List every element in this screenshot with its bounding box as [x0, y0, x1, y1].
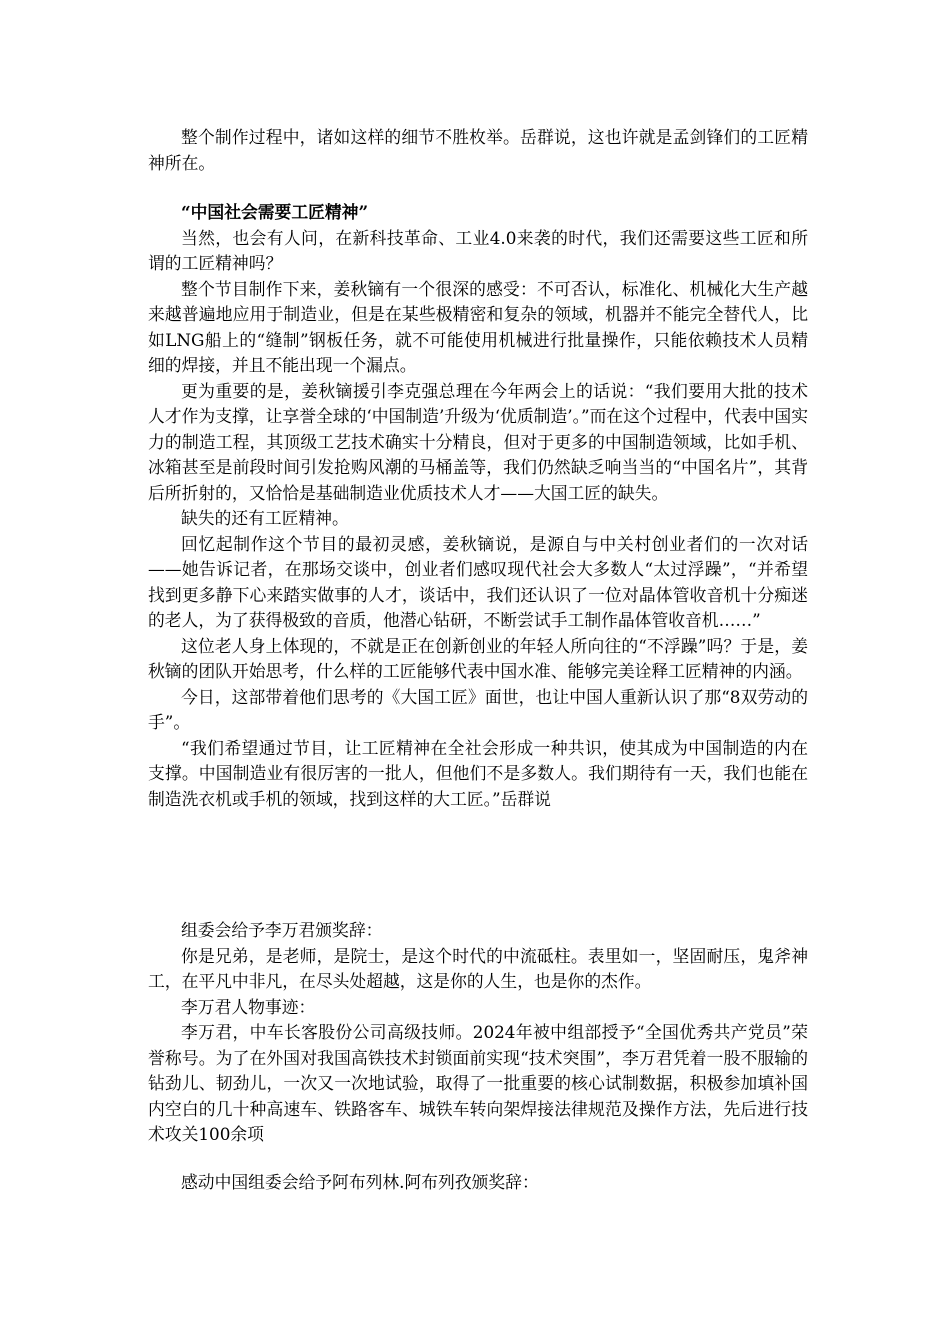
section-heading: “中国社会需要工匠精神” [181, 202, 369, 222]
section-li-wanjun-award [148, 918, 808, 1148]
paragraph: 更为重要的是，姜秋镝援引李克强总理在今年两会上的话说：“我们要用大批的技术人才作为支撑，让享誉全球的‘中国制造’升级为‘优质制造’。”而在这个过程中，代表中国实力的制造工程，其顶级工艺技术确实十分精良，但对于更多的中国制造领域，比如手机、冰箱甚至是前段时间引发抢购风潮的马桶盖等，我们仍然缺乏响当当的“中国名片”，其背后所折射的，又恰恰是基础制造业优质技术人才——大国工匠的缺失。 [148, 380, 808, 503]
section-china-needs-craftsman-spirit [148, 200, 808, 812]
paragraph: 整个节目制作下来，姜秋镝有一个很深的感受：不可否认，标准化、机械化大生产越来越普遍地应用于制造业，但是在某些极精密和复杂的领域，机器并不能完全替代人，比如LNG船上的“缝制”钢板任务，就不可能使用机械进行批量操作，只能依赖技术人员精细的焊接，并且不能出现一个漏点。 [148, 278, 808, 375]
paragraph: 组委会给予李万君颁奖辞： [181, 920, 383, 940]
paragraph: 李万君人物事迹： [181, 996, 316, 1017]
section-craftsman-details [148, 125, 808, 176]
paragraph: 你是兄弟，是老师，是院士，是这个时代的中流砥柱。表里如一，坚固耐压，鬼斧神工，在平凡中非凡，在尽头处超越，这是你的人生，也是你的杰作。 [148, 945, 808, 991]
paragraph: 整个制作过程中，诸如这样的细节不胜枚举。岳群说，这也许就是孟剑锋们的工匠精神所在。 [148, 127, 808, 173]
section-ablilin-award [148, 1170, 808, 1196]
paragraph: 回忆起制作这个节目的最初灵感，姜秋镝说，是源自与中关村创业者们的一次对话——她告诉记者，在那场交谈中，创业者们感叹现代社会大多数人“太过浮躁”，“并希望找到更多静下心来踏实做事的人才，谈话中，我们还认识了一位对晶体管收音机十分痴迷的老人，为了获得极致的音质，他潜心钻研，不断尝试手工制作晶体管收音机……” [148, 533, 808, 630]
paragraph: 感动中国组委会给予阿布列林.阿布列孜颁奖辞： [181, 1172, 539, 1192]
paragraph: 当然，也会有人问，在新科技革命、工业4.0来袭的时代，我们还需要这些工匠和所谓的工匠精神吗？ [148, 227, 808, 273]
paragraph: 李万君，中车长客股份公司高级技师。2024年被中组部授予“全国优秀共产党员”荣誉称号。为了在外国对我国高铁技术封锁面前实现“技术突围”，李万君凭着一股不服输的钻劲儿、韧劲儿，一次又一次地试验，取得了一批重要的核心试制数据，积极参加填补国内空白的几十种高速车、铁路客车、城铁车转向架焊接法律规范及操作方法，先后进行技术攻关100余项 [148, 1022, 808, 1144]
paragraph: 今日，这部带着他们思考的《大国工匠》面世，也让中国人重新认识了那“8双劳动的手”。 [148, 686, 808, 732]
paragraph: 这位老人身上体现的，不就是正在创新创业的年轻人所向往的“不浮躁”吗？于是，姜秋镝的团队开始思考，什么样的工匠能够代表中国水准、能够完美诠释工匠精神的内涵。 [148, 635, 808, 681]
paragraph: 缺失的还有工匠精神。 [181, 508, 349, 528]
paragraph: “我们希望通过节目，让工匠精神在全社会形成一种共识，使其成为中国制造的内在支撑。中国制造业有很厉害的一批人，但他们不是多数人。我们期待有一天，我们也能在制造洗衣机或手机的领域，找到这样的大工匠。”岳群说 [148, 737, 808, 809]
